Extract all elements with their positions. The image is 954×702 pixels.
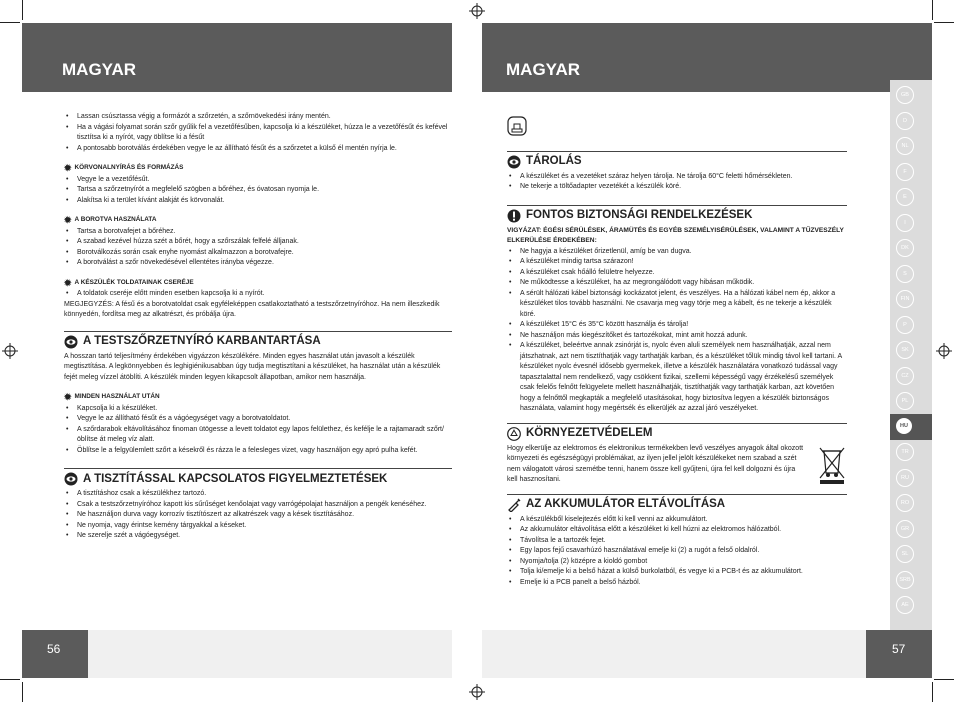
left-column [64,112,452,542]
page-title: MAGYAR [506,60,580,79]
language-tab-srb[interactable]: SRB [896,571,914,589]
list-item: • A borotválást a szőr növekedésével ellentétes irányba végezze. [64,258,452,269]
safety-warning: VIGYÁZAT: ÉGÉSI SÉRÜLÉSEK, ÁRAMÜTÉS ÉS EGYÉB SZEMÉLYISÉRÜLÉSEK, VALAMINT A TŰZVESZÉLY ELKERÜLÉSE ÉRDEKÉBEN: [507,226,844,244]
language-tab-s[interactable]: S [896,265,914,283]
registration-mark-icon [2,343,18,359]
footer-strip [482,630,866,678]
section-heading-storage: TÁROLÁS [507,151,847,169]
page-title: MAGYAR [62,60,136,79]
note-text: MEGJEGYZÉS: A fésű és a borotvatoldat csak egyféleképpen csatlakoztatható a testszőrzetnyíróhoz. Ha nem illeszkedik könnyedén, fordítsa meg az alkatrészt, és próbálja újra. [64,300,440,318]
language-tab-gb[interactable]: GB [896,86,914,104]
section-heading-environment: KÖRNYEZETVÉDELEM [507,423,847,441]
section-heading-battery: AZ AKKUMULÁTOR ELTÁVOLÍTÁSA [507,494,847,512]
list-item: • Ne hagyja a készüléket őrizetlenül, amíg be van dugva. [507,247,847,258]
subheading-attachments: ✹ A KÉSZÜLÉK TOLDATAINAK CSERÉJE [64,277,194,288]
list-item: • Alakítsa ki a terület kívánt alakját és körvonalát. [64,196,452,207]
language-tab-ae[interactable]: AE [896,596,914,614]
list-item: • Ha a vágási folyamat során szőr gyűlik fel a vezetőfésűben, kapcsolja ki a készüléket, húzza le a vezetőfésűt és kefével tisztítsa ki a nyírót, vagy öblítse ki a fésűt [64,123,452,144]
screwdriver-icon [507,498,521,512]
right-column [507,112,847,588]
eye-icon [64,335,78,349]
maintenance-text: A hosszan tartó teljesítmény érdekében vigyázzon készülékére. Minden egyes használat után javasolt a készülék megtisztítása. A legkönnyebben és leghigiénikusabban úgy tudja megtisztítani a készüléket, ha használat után a készülék fejét meleg vízzel átöblíti. A készülék minden legyen kikapcsolt állapotban, amikor nem használja. [64,352,441,381]
crop-mark [22,0,23,20]
language-tab-sk[interactable]: SK [896,341,914,359]
language-tab-fin[interactable]: FIN [896,290,914,308]
list-item: • A toldatok cseréje előtt minden esetben kapcsolja ki a nyírót. [64,289,452,300]
safety-list [507,247,847,415]
storage-box-icon [507,116,527,136]
list-item: • A sérült hálózati kábel biztonsági kockázatot jelent, és veszélyes. Ha a hálózati kábel nem ép, akkor a készüléket tilos tovább használni. Ne csavarja meg vagy törje meg a kábelt, és ne tekerje a készülék köré. [507,289,847,321]
list-item: • Nyomja/tolja (2) középre a kioldó gombot [507,557,847,568]
list-item: • A szőrdarabok eltávolításához finoman ütögesse a levett toldatot egy lapos felülethez, és kefélje le a rajtamaradt szőrt/öblítse át meleg víz alatt. [64,425,452,446]
recycle-icon [507,427,521,441]
page-number: 57 [892,642,906,656]
subheading-after-use: ✹ MINDEN HASZNÁLAT UTÁN [64,392,160,403]
page-number: 56 [47,642,61,656]
after-use-list [64,404,452,457]
list-item: • A készüléket 15°C és 35°C között használja és tárolja! [507,320,847,331]
language-tab-tr[interactable]: TR [896,443,914,461]
language-tab-hu[interactable] [890,414,932,440]
page-footer-left [22,630,88,678]
list-item: • Csak a testszőrzetnyíróhoz kapott kis sűrűséget kenőolajat vagy varrógépolajat használjon a pengék kenéséhez. [64,500,452,511]
list-item: • Vegye le a vezetőfésűt. [64,175,452,186]
language-tab-gr[interactable]: GR [896,520,914,538]
list-item: • Kapcsolja ki a készüléket. [64,404,452,415]
list-item: • Ne szerelje szét a vágóegységet. [64,531,452,542]
language-tab-ru[interactable]: RU [896,469,914,487]
list-item: • A szabad kezével húzza szét a bőrét, hogy a szőrszálak felfelé álljanak. [64,237,452,248]
crop-mark [932,0,933,20]
list-item: • Ne használjon más kiegészítőket és tartozékokat, mint amit hozzá adunk. [507,331,847,342]
list-item: • Ne működtesse a készüléket, ha az megrongálódott vagy hibásan működik. [507,278,847,289]
list-item: • Lassan csúsztassa végig a formázót a szőrzetén, a szőrnövekedési irány mentén. [64,112,452,123]
outline-list [64,175,452,207]
shaver-list [64,227,452,269]
list-item: • Távolítsa le a tartozék fejet. [507,536,847,547]
subheading-shaver: ✹ A BOROTVA HASZNÁLATA [64,215,157,226]
sun-icon: ✹ [64,277,72,288]
registration-mark-icon [469,3,485,19]
environment-block [507,444,847,486]
language-tab-ro[interactable]: RO [896,494,914,512]
list-item: • A készülékből kiselejtezés előtt ki kell venni az akkumulátort. [507,515,847,526]
language-tab-pl[interactable]: PL [896,392,914,410]
language-tab-dk[interactable]: DK [896,239,914,257]
battery-list [507,515,847,589]
page-footer-right [866,630,932,678]
language-tab-sl[interactable]: SL [896,545,914,563]
crop-mark [934,679,954,680]
section-heading-maintenance: A TESTSZŐRZETNYÍRÓ KARBANTARTÁSA [64,331,452,349]
language-tab-label: HU [896,418,912,434]
section-heading-safety: FONTOS BIZTONSÁGI RENDELKEZÉSEK [507,205,847,223]
eye-icon [64,472,78,486]
list-item: • A készüléket és a vezetéket száraz helyen tárolja. Ne tárolja 60°C feletti hőmérsékleten. [507,172,847,183]
crop-mark [934,22,954,23]
page-header-left [22,23,452,92]
language-tab-f[interactable]: F [896,163,914,181]
language-tab-e[interactable]: E [896,188,914,206]
list-item: • A készüléket mindig tartsa szárazon! [507,257,847,268]
crop-mark [932,682,933,702]
section-heading-cleaning: A TISZTÍTÁSSAL KAPCSOLATOS FIGYELMEZTETÉSEK [64,468,452,486]
language-tab-d[interactable]: D [896,112,914,130]
subheading-outline: ✹ KÖRVONALNYÍRÁS ÉS FORMÁZÁS [64,163,184,174]
list-item: • A tisztításhoz csak a készülékhez tartozó. [64,489,452,500]
list-item: • Tartsa a szőrzetnyírót a megfelelő szögben a bőréhez, és óvatosan nyomja le. [64,185,452,196]
eye-icon [507,155,521,169]
list-item: • Egy lapos fejű csavarhúzó használatával emelje ki (2) a rugót a felső oldalról. [507,546,847,557]
language-tab-nl[interactable]: NL [896,137,914,155]
list-item: • Ne használjon durva vagy korrozív tisztítószert az alkatrészek vagy a kések tisztításához. [64,510,452,521]
sun-icon: ✹ [64,215,72,226]
page-header-right [482,23,932,92]
attachments-list [64,289,452,300]
list-item: • Ne tekerje a töltőadapter vezetékét a készülék köré. [507,182,847,193]
weee-bin-icon [817,444,847,486]
sun-icon: ✹ [64,392,72,403]
language-tab-cz[interactable]: CZ [896,367,914,385]
environment-text: Hogy elkerülje az elektromos és elektronikus termékekben levő veszélyes anyagok által okozott környezeti és egészségügyi problémákat, az ilyen jellel jelölt készülékeket nem szabad a szét nem válogatott városi szemétbe tenni, hanem össze kell gyűjteni, újra fel kell dolgozni és újra kell hasznosítani. [507,444,804,483]
list-item: • Ne nyomja, vagy érintse kemény tárgyakkal a késeket. [64,521,452,532]
list-item: • Vegye le az állítható fésűt és a vágóegységet vagy a borotvatoldatot. [64,414,452,425]
cleaning-list [64,489,452,542]
language-tabs [890,80,932,630]
crop-mark [22,682,23,702]
list-item: • Öblítse le a felgyülemlett szőrt a késekről és rázza le a felesleges vizet, vagy használjon egy apró pulha kefét. [64,446,452,457]
list-item: • A készüléket csak hőálló felületre helyezze. [507,268,847,279]
list-item: • Az akkumulátor eltávolítása előtt a készüléket ki kell húzni az elektromos hálózatból. [507,525,847,536]
list-item: • Borotválkozás során csak enyhe nyomást alkalmazzon a borotvafejre. [64,248,452,259]
crop-mark [0,22,20,23]
list-item: • Tolja ki/emelje ki a belső házat a külső burkolatból, és vegye ki a PCB-t és az akkumulátort. [507,567,847,578]
list-item: • Tartsa a borotvafejet a bőréhez. [64,227,452,238]
crop-mark [0,679,20,680]
sun-icon: ✹ [64,163,72,174]
warning-icon [507,209,521,223]
language-tab-p[interactable]: P [896,316,914,334]
storage-list [507,172,847,193]
intro-list [64,112,452,154]
list-item: • Emelje ki a PCB panelt a belső házból. [507,578,847,589]
language-tab-i[interactable]: I [896,214,914,232]
registration-mark-icon [936,343,952,359]
list-item: • A pontosabb borotválás érdekében vegye le az állítható fésűt és a szőrzetet a külső él mentén nyírja le. [64,144,452,155]
footer-strip [88,630,452,678]
registration-mark-icon [469,684,485,700]
list-item: • A készüléket, beleértve annak zsinórját is, nyolc éven aluli személyek nem használhatják, azzal nem játszhatnak, azt nem tisztíthatják vagy tarthatják karban, és a készüléket tőlük mindig távol kell tartani. A készüléket nyolc évesnél idősebb gyermekek, illetve a készülék használatára vonatkozó tudással vagy tapasztalattal nem rendelkező, vagy csökkent fizikai, szellemi képességű vagy érzékelésű személyek csak felelős felnőtt felügyelete mellett használhatják, tisztíthatják vagy tarthatják karban, azt követően hogy a felnőttől megkapták a megfelelő utasításokat, hogy biztosítva legyen a készülék biztonságos használata, valamint hogy megértsék és elkerüljék az azzal járó veszélyeket. [507,341,847,415]
